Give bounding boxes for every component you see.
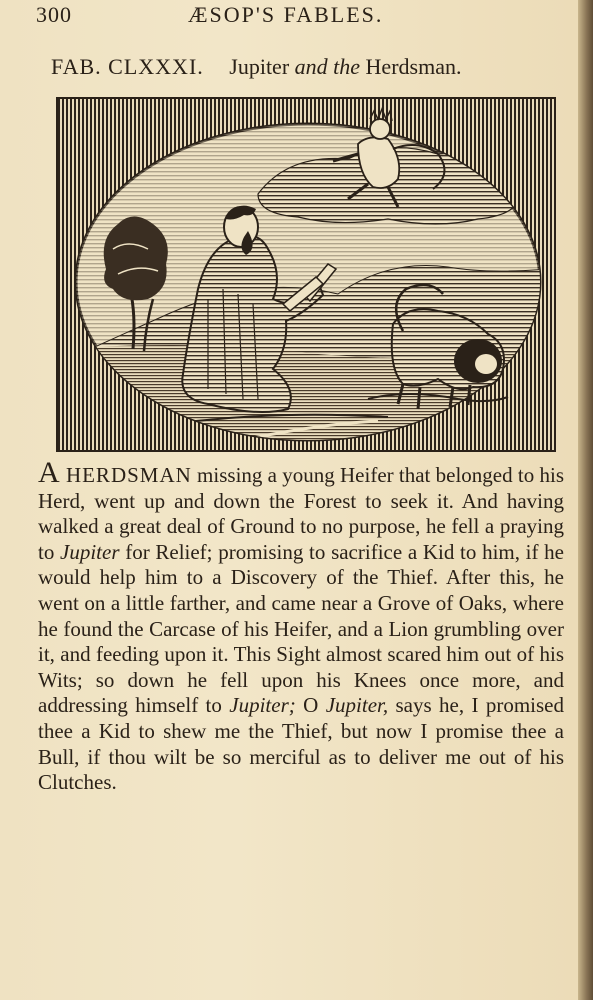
running-head: ÆSOP'S FABLES. <box>188 2 384 27</box>
italic-jupiter-1: Jupiter <box>60 539 120 564</box>
italic-jupiter-3: Jupiter, <box>325 693 389 718</box>
title-jupiter: Jupiter <box>229 54 290 79</box>
fable-body <box>38 456 565 796</box>
fable-title <box>51 54 461 80</box>
fable-paragraph <box>38 456 565 796</box>
text-run-1: missing a young Heifer that belonged to his Herd, went up and down the Forest to seek it. And having walked a great deal of Ground to no purpose, he fell a praying to <box>38 463 564 564</box>
woodcut-illustration <box>56 97 556 452</box>
opening-small-caps: HERDSMAN <box>65 463 192 487</box>
italic-jupiter-2: Jupiter; <box>229 693 296 718</box>
title-herdsman: Herdsman. <box>365 54 462 79</box>
fable-number: FAB. CLXXXI. <box>51 54 204 79</box>
page-number: 300 <box>36 2 72 27</box>
text-run-4: says he, I promised thee a Kid to shew me the Thief, but now I promise thee a Bull, if thou wilt be so merciful as to deliver me out of his Clutches. <box>38 693 565 795</box>
woodcut-engraving <box>58 99 554 450</box>
book-binding-edge <box>578 0 593 1000</box>
drop-capital: A <box>38 456 61 489</box>
title-and-the: and the <box>294 54 361 79</box>
text-run-3: O <box>295 693 326 718</box>
text-run-2: for Relief; promising to sacrifice a Kid to him, if he would help him to a Discovery of the Thief. After this, he went on a little farther, and came near a Grove of Oaks, where he found the Carcase of his Heifer, and a Lion grumbling over it, and feeding upon it. This Sight almost scared him out of his Wits; so down he fell upon his Knees once more, and addressing himself to <box>38 539 565 718</box>
page-header <box>36 2 576 32</box>
